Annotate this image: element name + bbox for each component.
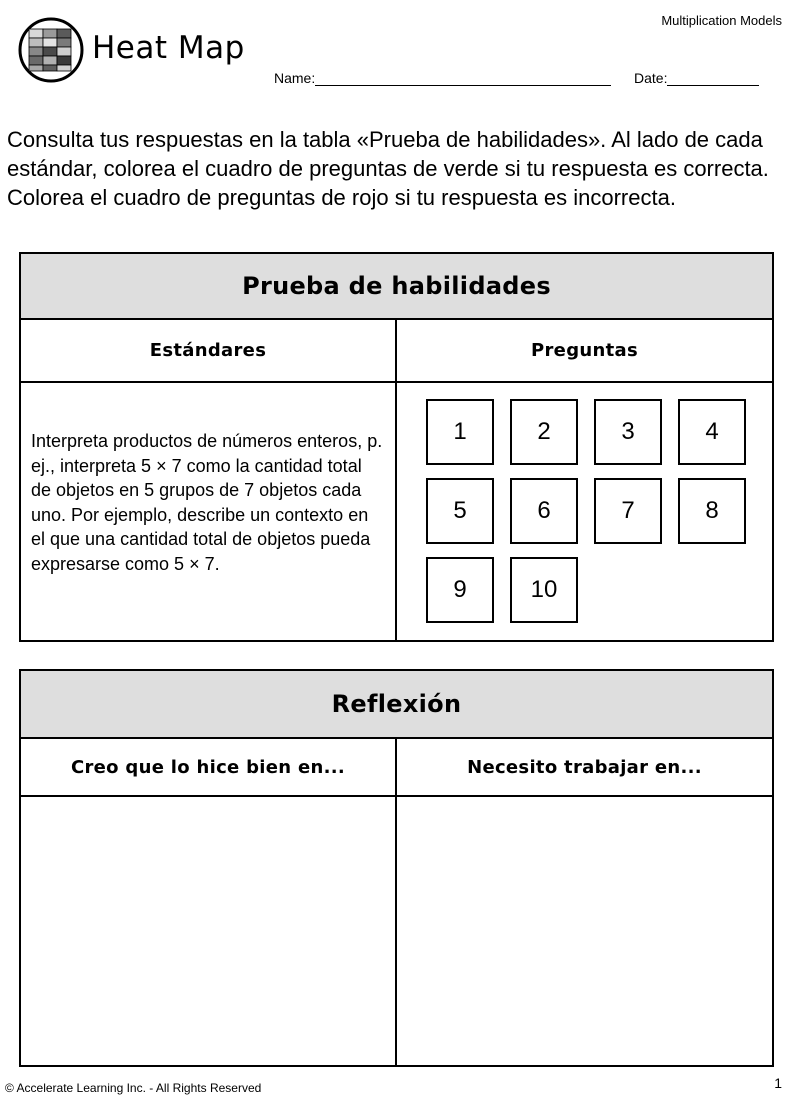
instructions-text: Consulta tus respuestas en la tabla «Prueba de habilidades». Al lado de cada estándar, colorea el cuadro de preguntas de verde si tu respuesta es correcta. Colorea el cuadro de preguntas de rojo si tu respuesta es incorrecta. (7, 127, 769, 210)
page-number: 1 (774, 1075, 782, 1091)
did-well-writing-area[interactable] (20, 796, 396, 1066)
name-label: Name: (274, 70, 316, 86)
date-field[interactable] (634, 70, 759, 86)
skills-table-title: Prueba de habilidades (20, 253, 773, 319)
question-box-7[interactable]: 7 (594, 478, 662, 544)
date-line[interactable] (667, 71, 759, 86)
question-box-8[interactable]: 8 (678, 478, 746, 544)
question-box-4[interactable]: 4 (678, 399, 746, 465)
date-label: Date: (634, 70, 668, 86)
subject-label: Multiplication Models (661, 13, 782, 28)
reflection-table (19, 669, 774, 1067)
question-box-6[interactable]: 6 (510, 478, 578, 544)
question-box-5[interactable]: 5 (426, 478, 494, 544)
standard-cell (20, 382, 396, 641)
copyright-footer: © Accelerate Learning Inc. - All Rights Reserved (5, 1081, 262, 1095)
need-work-column-header: Necesito trabajar en... (396, 738, 773, 796)
standard-description: Interpreta productos de números enteros, p. ej., interpreta 5 × 7 como la cantidad total de objetos en 5 grupos de 7 objetos cada uno. Por ejemplo, describe un contexto en el que una cantidad total de objetos pueda expresarse como 5 × 7. (31, 431, 383, 574)
question-box-grid (397, 383, 772, 640)
questions-column-header: Preguntas (396, 319, 773, 382)
heat-map-grid-icon (18, 17, 84, 83)
name-field[interactable] (274, 70, 611, 86)
question-box-3[interactable]: 3 (594, 399, 662, 465)
need-work-writing-area[interactable] (396, 796, 773, 1066)
logo-title: Heat Map (92, 30, 245, 66)
did-well-column-header: Creo que lo hice bien en... (20, 738, 396, 796)
question-box-2[interactable]: 2 (510, 399, 578, 465)
question-box-1[interactable]: 1 (426, 399, 494, 465)
questions-cell (396, 382, 773, 641)
reflection-table-title: Reflexión (20, 670, 773, 738)
question-box-9[interactable]: 9 (426, 557, 494, 623)
question-box-10[interactable]: 10 (510, 557, 578, 623)
name-line[interactable] (315, 71, 611, 86)
skills-test-table (19, 252, 774, 642)
standards-column-header: Estándares (20, 319, 396, 382)
